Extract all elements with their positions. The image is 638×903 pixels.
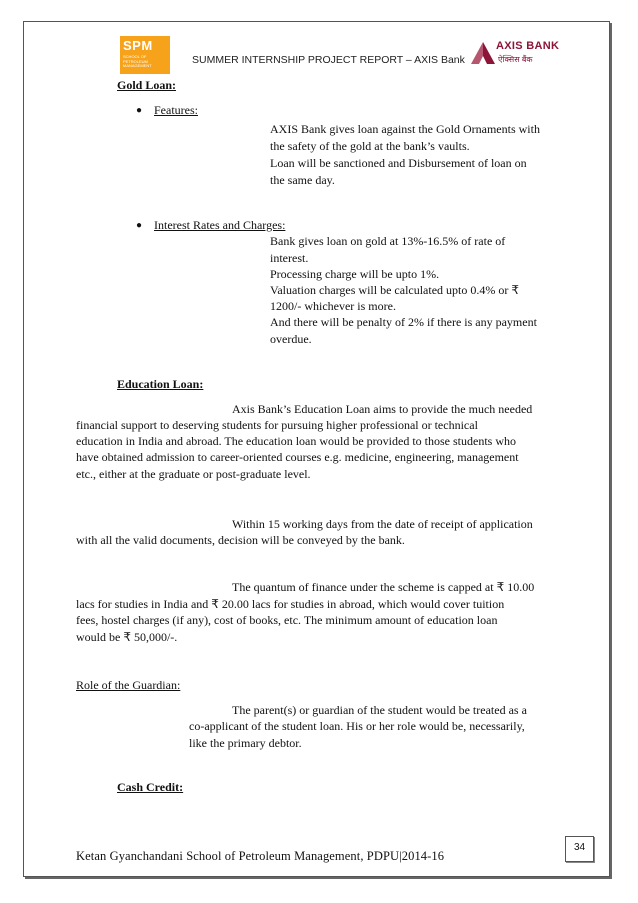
bullet-icon: ● xyxy=(136,220,143,231)
spm-logo-subtext: SCHOOL OF PETROLEUM MANAGEMENT xyxy=(123,54,152,68)
education-para1-line: etc., either at the graduate or post-graduate level. xyxy=(76,467,311,481)
interest-line: 1200/- whichever is more. xyxy=(270,299,396,313)
page-number: 34 xyxy=(573,842,586,853)
education-para1-line: financial support to deserving students for pursuing higher professional or technical xyxy=(76,418,478,432)
education-para3-line: lacs for studies in India and ₹ 20.00 lacs for studies in abroad, which would cover tuition xyxy=(76,597,505,611)
guardian-line: like the primary debtor. xyxy=(189,736,302,750)
guardian-line: The parent(s) or guardian of the student would be treated as a xyxy=(232,703,527,717)
education-para1-line: education in India and abroad. The education loan would be provided to those students who xyxy=(76,434,517,448)
education-para3-line: The quantum of finance under the scheme is capped at ₹ 10.00 xyxy=(232,580,535,594)
axis-bank-logo xyxy=(470,40,560,68)
axis-triangle-icon xyxy=(470,40,496,66)
features-line: AXIS Bank gives loan against the Gold Ornaments with xyxy=(270,122,540,136)
interest-line: Processing charge will be upto 1%. xyxy=(270,267,440,281)
bullet-icon: ● xyxy=(136,105,143,116)
education-para1-line: have obtained admission to career-oriented courses e.g. medicine, engineering, management xyxy=(76,450,519,464)
report-header-title: SUMMER INTERNSHIP PROJECT REPORT – AXIS Bank xyxy=(192,54,465,66)
gold-loan-heading: Gold Loan: xyxy=(117,78,177,92)
page-number-box xyxy=(565,836,594,862)
education-para1-line: Axis Bank’s Education Loan aims to provide the much needed xyxy=(232,402,533,416)
education-para2-line: Within 15 working days from the date of receipt of application xyxy=(232,517,533,531)
education-para3-line: fees, hostel charges (if any), cost of books, etc. The minimum amount of education loan xyxy=(76,613,498,627)
interest-line: Valuation charges will be calculated upto 0.4% or ₹ xyxy=(270,283,520,297)
interest-line: And there will be penalty of 2% if there is any payment xyxy=(270,315,537,329)
education-loan-heading: Education Loan: xyxy=(117,377,204,391)
guardian-line: co-applicant of the student loan. His or her role would be, necessarily, xyxy=(189,719,525,733)
features-line: the same day. xyxy=(270,173,335,187)
features-line: Loan will be sanctioned and Disbursement of loan on xyxy=(270,156,527,170)
education-para3-line: would be ₹ 50,000/-. xyxy=(76,630,178,644)
cash-credit-heading: Cash Credit: xyxy=(117,780,184,794)
axis-logo-subtext: ऐक्सिस बैंक xyxy=(498,55,533,64)
interest-line: Bank gives loan on gold at 13%-16.5% of rate of xyxy=(270,234,506,248)
axis-logo-text: AXIS BANK xyxy=(496,40,560,52)
features-line: the safety of the gold at the bank’s vaults. xyxy=(270,139,470,153)
spm-logo xyxy=(120,36,170,74)
education-para2-line: with all the valid documents, decision will be conveyed by the bank. xyxy=(76,533,405,547)
spm-logo-text: SPM xyxy=(123,38,153,53)
interest-line: interest. xyxy=(270,251,309,265)
footer-text: Ketan Gyanchandani School of Petroleum Management, PDPU|2014-16 xyxy=(76,849,445,863)
features-label: Features: xyxy=(154,103,198,117)
interest-label: Interest Rates and Charges: xyxy=(154,218,286,232)
guardian-heading: Role of the Guardian: xyxy=(76,678,181,692)
interest-line: overdue. xyxy=(270,332,312,346)
